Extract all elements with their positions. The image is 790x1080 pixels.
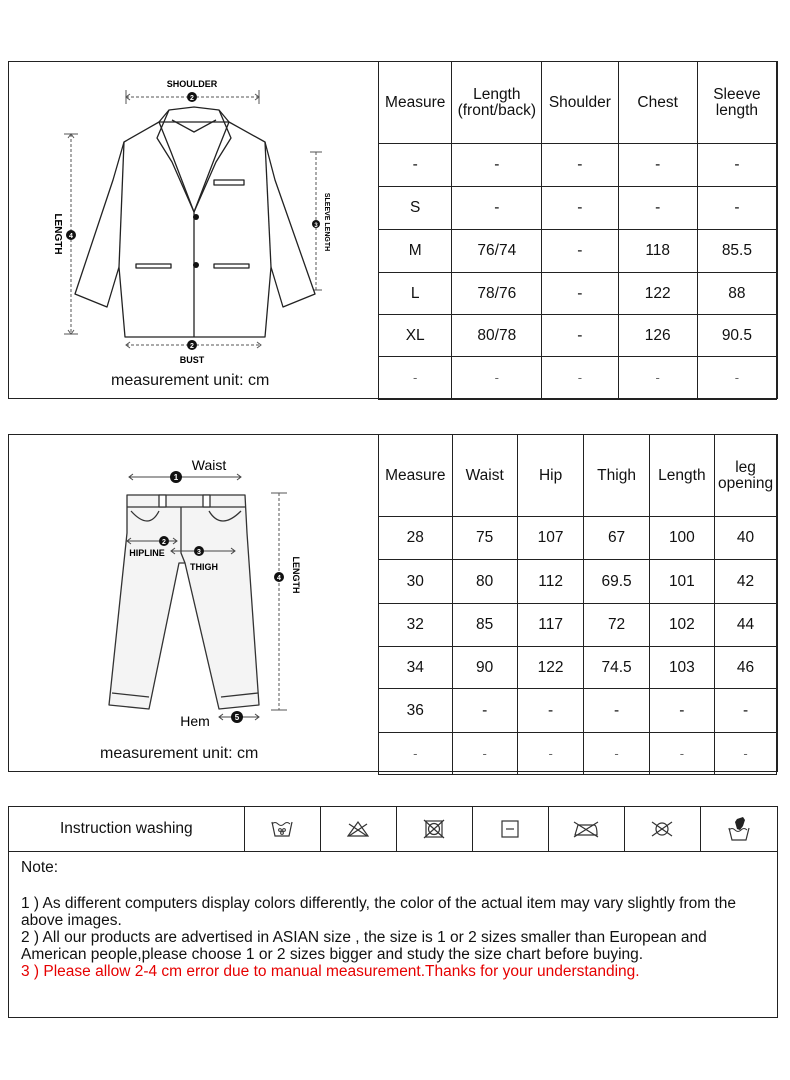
header-sleeve-length <box>697 62 776 144</box>
table-cell: 28 <box>379 517 453 560</box>
pants-length-dimension <box>271 493 287 710</box>
table-cell: - <box>452 144 542 187</box>
note-2: 2 ) All our products are advertised in ASIAN size , the size is 1 or 2 sizes smaller than European and American people,please choose 1 or 2 sizes bigger and study the size chart before buying. <box>21 929 707 963</box>
table-cell: 100 <box>649 517 714 560</box>
table-cell: 78/76 <box>452 273 542 315</box>
table-row <box>379 315 777 357</box>
table-cell: 112 <box>517 560 584 604</box>
header-length: Length <box>649 435 714 517</box>
header-waist: Waist <box>452 435 517 517</box>
table-row <box>379 647 777 689</box>
no-tumble-dry-icon <box>422 818 446 840</box>
table-cell: - <box>517 733 584 775</box>
header-measure: Measure <box>379 62 452 144</box>
shoulder-label: SHOULDER <box>166 79 218 89</box>
header-measure: Measure <box>379 435 453 517</box>
hand-wash-icon <box>727 816 751 842</box>
table-cell: 118 <box>618 230 697 273</box>
table-cell: - <box>649 733 714 775</box>
hem-marker-number: 5 <box>234 713 240 722</box>
table-cell: - <box>452 733 517 775</box>
table-row <box>379 357 777 400</box>
jacket-size-panel <box>8 61 778 399</box>
table-cell: - <box>618 187 697 230</box>
table-cell: - <box>715 689 777 733</box>
table-cell: 32 <box>379 604 453 647</box>
table-cell: 69.5 <box>584 560 649 604</box>
table-cell: 76/74 <box>452 230 542 273</box>
table-cell: 126 <box>618 315 697 357</box>
table-cell: 85 <box>452 604 517 647</box>
table-cell: M <box>379 230 452 273</box>
no-iron-icon <box>572 819 600 839</box>
dry-flat-icon <box>500 819 520 839</box>
table-cell: 75 <box>452 517 517 560</box>
table-cell: - <box>542 144 618 187</box>
table-cell: 67 <box>584 517 649 560</box>
pants-outline <box>109 495 259 709</box>
bust-label: BUST <box>179 355 205 365</box>
table-cell: 88 <box>697 273 776 315</box>
table-row <box>379 689 777 733</box>
header-chest: Chest <box>618 62 697 144</box>
table-cell: - <box>649 689 714 733</box>
table-cell: 122 <box>618 273 697 315</box>
jacket-button-bottom <box>193 262 199 268</box>
table-cell: - <box>542 187 618 230</box>
notes-section <box>21 859 771 980</box>
table-cell: - <box>542 357 618 400</box>
table-cell: XL <box>379 315 452 357</box>
waist-marker-number: 1 <box>173 473 179 482</box>
table-cell: 85.5 <box>697 230 776 273</box>
note-3: 3 ) Please allow 2-4 cm error due to manual measurement.Thanks for your understanding. <box>21 963 640 980</box>
header-shoulder: Shoulder <box>542 62 618 144</box>
table-cell: - <box>517 689 584 733</box>
table-cell: 74.5 <box>584 647 649 689</box>
table-cell: 102 <box>649 604 714 647</box>
hem-label: Hem <box>180 713 210 729</box>
wash-30-icon <box>270 819 294 839</box>
pants-size-panel <box>8 434 778 772</box>
care-notes-panel <box>8 806 778 1018</box>
table-cell: 42 <box>715 560 777 604</box>
table-row <box>379 187 777 230</box>
table-cell: - <box>452 357 542 400</box>
jacket-size-table <box>378 61 777 400</box>
table-cell: 80/78 <box>452 315 542 357</box>
table-cell: 46 <box>715 647 777 689</box>
table-cell: - <box>452 187 542 230</box>
header-hip: Hip <box>517 435 584 517</box>
header-thigh: Thigh <box>584 435 649 517</box>
thigh-label: THIGH <box>190 562 218 572</box>
waist-dimension <box>129 474 241 480</box>
table-cell: - <box>697 357 776 400</box>
no-bleach-icon <box>345 820 371 838</box>
no-dry-clean-icon <box>649 819 675 839</box>
table-cell: 72 <box>584 604 649 647</box>
hipline-label: HIPLINE <box>129 548 165 558</box>
table-row <box>379 230 777 273</box>
table-header-row <box>379 435 777 517</box>
header-sleeve-text: Sleeve length <box>713 85 761 119</box>
table-row <box>379 273 777 315</box>
sleeve-marker-number: 3 <box>314 223 318 229</box>
hipline-marker-number: 2 <box>162 539 166 546</box>
table-cell: 44 <box>715 604 777 647</box>
jacket-button-top <box>193 214 199 220</box>
care-instructions-row <box>9 807 777 852</box>
table-cell: 122 <box>517 647 584 689</box>
notes-title: Note: <box>21 859 59 876</box>
table-cell: - <box>584 733 649 775</box>
table-cell: 103 <box>649 647 714 689</box>
table-cell: 34 <box>379 647 453 689</box>
header-length <box>452 62 542 144</box>
shoulder-marker-number: 2 <box>190 95 194 102</box>
table-cell: - <box>584 689 649 733</box>
table-cell: - <box>618 357 697 400</box>
table-cell: 117 <box>517 604 584 647</box>
care-label: Instruction washing <box>9 807 245 851</box>
header-length-text: Length (front/back) <box>457 85 536 119</box>
table-cell: 36 <box>379 689 453 733</box>
table-row <box>379 560 777 604</box>
table-row <box>379 604 777 647</box>
length-marker-number: 4 <box>69 233 73 240</box>
table-cell: - <box>542 273 618 315</box>
table-cell: - <box>542 315 618 357</box>
table-cell: 90 <box>452 647 517 689</box>
bust-marker-number: 2 <box>190 343 194 350</box>
table-cell: - <box>618 144 697 187</box>
table-header-row <box>379 62 777 144</box>
header-leg-opening <box>715 435 777 517</box>
pants-length-label: LENGTH <box>291 556 301 594</box>
jacket-measurement-unit: measurement unit: cm <box>111 372 270 389</box>
sleeve-length-label: SLEEVE LENGTH <box>323 192 330 252</box>
note-1: 1 ) As different computers display colors differently, the color of the actual item may vary slightly from the above images. <box>21 895 737 929</box>
table-cell: 40 <box>715 517 777 560</box>
jacket-diagram <box>9 62 379 398</box>
table-cell: 90.5 <box>697 315 776 357</box>
table-cell: L <box>379 273 452 315</box>
jacket-table-body <box>379 144 777 400</box>
table-cell: - <box>697 187 776 230</box>
pants-size-table <box>378 434 777 775</box>
pants-measurement-unit: measurement unit: cm <box>100 745 259 762</box>
pants-diagram <box>9 435 379 771</box>
table-cell: 101 <box>649 560 714 604</box>
thigh-marker-number: 3 <box>197 549 201 556</box>
jacket-outline <box>75 107 315 337</box>
table-row <box>379 517 777 560</box>
table-cell: 107 <box>517 517 584 560</box>
table-cell: - <box>542 230 618 273</box>
table-cell: - <box>715 733 777 775</box>
table-row <box>379 144 777 187</box>
table-cell: - <box>697 144 776 187</box>
table-cell: S <box>379 187 452 230</box>
table-cell: - <box>452 689 517 733</box>
table-cell: - <box>379 357 452 400</box>
table-row <box>379 733 777 775</box>
table-cell: - <box>379 733 453 775</box>
waist-label: Waist <box>191 457 227 473</box>
pants-table-body <box>379 517 777 775</box>
header-leg-opening-text: leg opening <box>717 458 774 492</box>
length-label: LENGTH <box>52 213 63 255</box>
table-cell: 80 <box>452 560 517 604</box>
table-cell: - <box>379 144 452 187</box>
pants-length-marker-number: 4 <box>277 575 281 582</box>
table-cell: 30 <box>379 560 453 604</box>
